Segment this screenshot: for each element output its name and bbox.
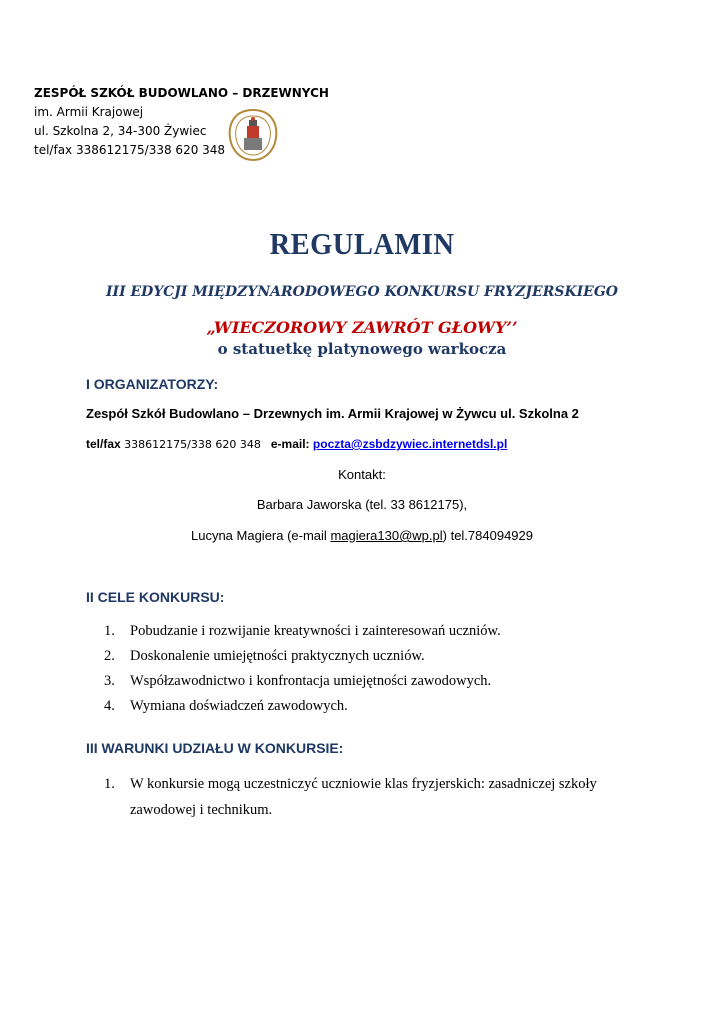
contact-label: Kontakt: <box>338 467 386 482</box>
document-title: REGULAMIN <box>269 226 455 261</box>
list-number: 2. <box>104 648 115 664</box>
list-text: Doskonalenie umiejętności praktycznych uczniów. <box>130 648 425 664</box>
school-name: ZESPÓŁ SZKÓŁ BUDOWLANO – DRZEWNYCH <box>34 86 329 100</box>
contact2-suffix: ) tel.784094929 <box>442 528 533 543</box>
list-text: Pobudzanie i rozwijanie kreatywności i zainteresowań uczniów. <box>130 623 501 639</box>
list-number: 4. <box>104 698 115 714</box>
tel-label: tel/fax <box>86 437 121 451</box>
list-number: 1. <box>104 623 115 639</box>
list-number: 3. <box>104 673 115 689</box>
list-text: Współzawodnictwo i konfrontacja umiejętności zawodowych. <box>130 673 492 689</box>
email-label: e-mail: <box>270 437 310 451</box>
contest-name: „WIECZOROWY ZAWRÓT GŁOWY’’ <box>206 318 518 337</box>
contact-person-1: Barbara Jaworska (tel. 33 8612175), <box>256 497 468 512</box>
school-header <box>34 84 329 160</box>
list-number: 1. <box>104 776 115 792</box>
conditions-heading: III WARUNKI UDZIAŁU W KONKURSIE: <box>86 740 344 756</box>
tel-value: 338612175/338 620 348 <box>120 438 261 451</box>
document-subtitle: III EDYCJI MIĘDZYNARODOWEGO KONKURSU FRYZJERSKIEGO <box>105 284 618 300</box>
school-address: ul. Szkolna 2, 34-300 Żywiec <box>34 124 207 138</box>
contact-person-2 <box>0 528 724 543</box>
contact2-email-link[interactable]: magiera130@wp.pl <box>330 528 443 543</box>
school-patron: im. Armii Krajowej <box>34 105 144 119</box>
organizers-heading: I ORGANIZATORZY: <box>86 376 219 392</box>
list-text: Wymiana doświadczeń zawodowych. <box>130 698 348 714</box>
school-logo-icon <box>222 106 284 164</box>
award-line: o statuetkę platynowego warkocza <box>217 340 507 358</box>
goals-heading: II CELE KONKURSU: <box>86 589 225 605</box>
list-text: W konkursie mogą uczestniczyć uczniowie klas fryzjerskich: zasadniczej szkoły zawodowej i technikum. <box>130 776 597 818</box>
organizer-name: Zespół Szkół Budowlano – Drzewnych im. Armii Krajowej w Żywcu ul. Szkolna 2 <box>86 406 579 421</box>
organizer-email-link[interactable]: poczta@zsbdzywiec.internetdsl.pl <box>312 437 508 451</box>
organizer-contact-line <box>86 437 507 451</box>
school-phone: tel/fax 338612175/338 620 348 <box>34 143 226 157</box>
contact2-prefix: Lucyna Magiera (e-mail <box>190 528 331 543</box>
